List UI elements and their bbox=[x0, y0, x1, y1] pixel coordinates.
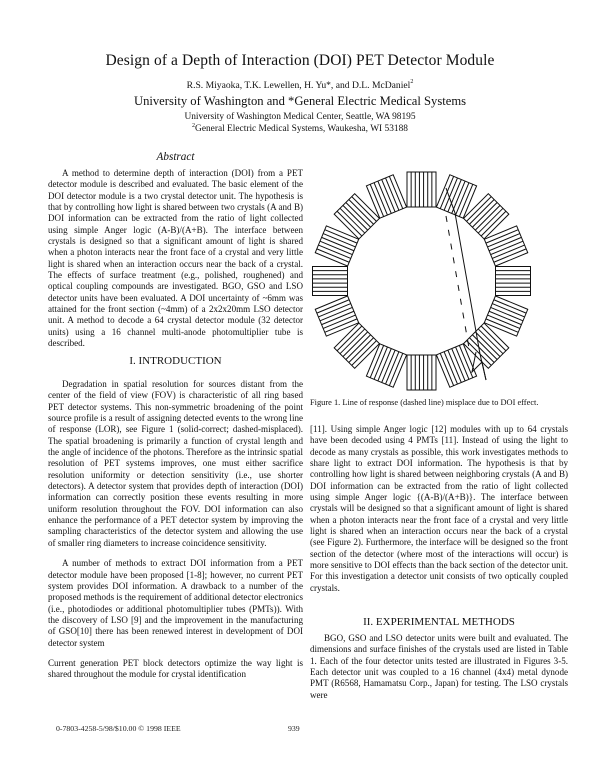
abstract-text: A method to determine depth of interaction (DOI) from a PET detector module is described and evaluated. The basic element of the DOI detector module is a two crystal detector unit. The hypothesis is that by controlling how light is shared between two crystals (A and B) DOI information can be extracted from the ratio of light collected using simple Anger logic (A-B)/(A+B). The interface between crystals is designed so that a significant amount of light is shared when a photon interacts near the front face of a crystal and very little light is shared when an interaction occurs near the back of a crystal. The effects of surface treatment (e.g., polished, roughened) and optical coupling compounds are investigated. BGO, GSO and LSO detector units have been evaluated. A DOI uncertainty of ~6mm was attained for the front section (~4mm) of a 2x2x20mm LSO detector unit. A method to decode a 64 crystal detector module (32 detector units) using a 16 channel multi-anode photomultiplier tube is described. bbox=[48, 168, 303, 349]
detector-block bbox=[407, 172, 436, 207]
author-superscript: 2 bbox=[410, 79, 414, 85]
author-names: R.S. Miyaoka, T.K. Lewellen, H. Yu*, and D.L. McDaniel bbox=[186, 80, 411, 91]
methods-heading: II. EXPERIMENTAL METHODS bbox=[363, 616, 515, 628]
intro-paragraph-2: A number of methods to extract DOI information from a PET detector module have been proposed [1-8]; however, no current PET system provides DOI information. A drawback to a number of the proposed methods is the requirement of additional detector electronics (i.e., photodiodes or additional photomultiplier tubes (PMTs)). With the discovery of LSO [9] and the improvement in the manufacturing of GSO[10] there has been renewed interest in development of DOI detector system bbox=[48, 558, 303, 648]
detector-block bbox=[496, 267, 531, 296]
page-number: 939 bbox=[288, 724, 300, 733]
introduction-heading: I. INTRODUCTION bbox=[129, 355, 222, 367]
right-column-body bbox=[310, 424, 568, 594]
figure-1-caption: Figure 1. Line of response (dashed line) misplace due to DOI effect. bbox=[310, 398, 539, 407]
affiliation-superscript: 2 bbox=[192, 123, 196, 129]
intro-paragraph-1: Degradation in spatial resolution for sources distant from the center of the field of view (FOV) is characteristic of all ring based PET detector systems. This non-symmetric broadening of the point source profile is a result of assigning detected events to the wrong line of response (LOR), see Figure 1 (solid-correct; dashed-misplaced). The spatial broadening is primarily a function of crystal length and the angle of incidence of the photons. Therefore as the intrinsic spatial resolution of PET systems improves, one must either sacrifice resolution uniformity or detection sensitivity (i.e., use shorter detectors). A detector system that provides depth of interaction (DOI) information can correctly position these events resulting in more uniform resolution throughout the FOV. DOI information can also enhance the performance of a PET detector system by improving the sampling characteristics of the detector system and allowing the use of smaller ring diameters to increase coincidence sensitivity. bbox=[48, 379, 303, 548]
intro-paragraph-3: Current generation PET block detectors optimize the way light is shared throughout the module for crystal identification bbox=[48, 657, 303, 680]
affiliation-2-text: General Electric Medical Systems, Waukesha, WI 53188 bbox=[195, 124, 408, 134]
copyright-notice: 0-7803-4258-5/98/$10.00 © 1998 IEEE bbox=[56, 724, 181, 733]
right-paragraph-1: [11]. Using simple Anger logic [12] modules with up to 64 crystals have been decoded using 4 PMTs [11]. Instead of using the light to decode as many crystals as possible, this work investigates methods to share light to extract DOI information. The hypothesis is that by controlling how light is shared between neighboring crystals (A and B) DOI information can be extracted from the ratio of light collected using simple Anger logic {(A-B)/(A+B)}. The interface between crystals will be designed so that a significant amount of light is shared when a photon interacts near the front face of a crystal and very little light is shared when an interaction occurs near the back of a crystal (see Figure 2). Furthermore, the interface will be designed so the front section of the detector (where most of the interactions will occur) is more sensitive to DOI effects than the back section of the detector unit. For this investigation a detector unit consists of two optically coupled crystals. bbox=[310, 424, 568, 593]
affiliation-1: University of Washington Medical Center, Seattle, WA 98195 bbox=[184, 112, 416, 122]
detector-block bbox=[407, 355, 436, 390]
affiliation-2 bbox=[0, 124, 600, 134]
abstract-body bbox=[48, 168, 303, 350]
affiliation-main: University of Washington and *General Electric Medical Systems bbox=[133, 94, 467, 108]
abstract-heading: Abstract bbox=[156, 151, 195, 163]
detector-blocks bbox=[313, 172, 531, 390]
misplaced-lor-line bbox=[446, 216, 469, 348]
methods-body bbox=[310, 633, 568, 701]
pet-ring-diagram bbox=[300, 160, 560, 400]
detector-block bbox=[313, 267, 348, 296]
author-list bbox=[0, 80, 600, 91]
paper-title: Design of a Depth of Interaction (DOI) PET Detector Module bbox=[105, 52, 495, 69]
introduction-body bbox=[48, 379, 303, 681]
figure-1 bbox=[300, 160, 560, 400]
methods-text: BGO, GSO and LSO detector units were built and evaluated. The dimensions and surface finishes of the crystals used are listed in Table 1. Each of the four detector units tested are illustrated in Figures 3-5. Each detector unit was coupled to a 16 channel (4x4) metal dynode PMT (R6568, Hamamatsu Corp., Japan) for testing. The LSO crystals were bbox=[310, 633, 568, 700]
